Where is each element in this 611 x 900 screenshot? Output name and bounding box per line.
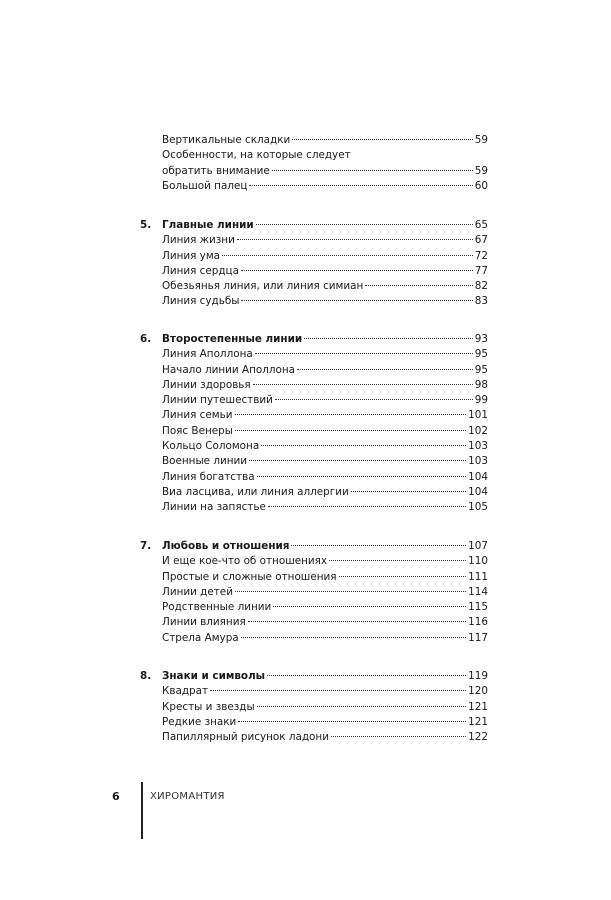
- dot-leader: [275, 399, 473, 400]
- entry-title: Начало линии Аполлона: [162, 363, 296, 376]
- dot-leader: [235, 414, 467, 415]
- entry-content: [162, 233, 488, 248]
- entry-title: Любовь и отношения: [162, 540, 290, 552]
- toc-entry: [140, 631, 488, 646]
- running-title: ХИРОМАНТИЯ: [150, 791, 225, 802]
- entry-title: Кольцо Соломона: [162, 440, 260, 453]
- chapter-number: 8.: [140, 670, 152, 682]
- toc-entry: [140, 233, 488, 248]
- dot-leader: [297, 369, 473, 370]
- dot-leader: [249, 185, 472, 186]
- entry-title: Линия семьи: [162, 409, 233, 422]
- toc-entry: [140, 133, 488, 148]
- entry-page: 93: [474, 333, 488, 345]
- chapter-number: 6.: [140, 333, 152, 345]
- entry-page: 95: [474, 363, 488, 376]
- entry-title: Линия богатства: [162, 470, 255, 483]
- dot-leader: [253, 384, 473, 385]
- entry-content: [162, 554, 488, 569]
- dot-leader: [255, 353, 473, 354]
- dot-leader: [331, 736, 466, 737]
- toc-entry: [140, 700, 488, 715]
- entry-title: Второстепенные линии: [162, 333, 303, 345]
- entry-content: [162, 218, 488, 233]
- entry-title: Линии путешествий: [162, 394, 273, 407]
- toc-entry: [140, 585, 488, 600]
- entry-title: Линия ума: [162, 249, 221, 262]
- entry-title: Линия судьбы: [162, 295, 240, 308]
- entry-content: [162, 585, 488, 600]
- dot-leader: [351, 491, 466, 492]
- entry-page: 121: [468, 700, 488, 713]
- entry-title: обратить внимание: [162, 164, 270, 177]
- entry-content: [162, 332, 488, 347]
- entry-page: 116: [468, 616, 488, 629]
- toc-entry: [140, 554, 488, 569]
- page-number: 6: [112, 790, 120, 803]
- entry-title: Квадрат: [162, 685, 209, 698]
- entry-page: 121: [468, 715, 488, 728]
- entry-page: 72: [474, 249, 488, 262]
- entry-content: [162, 363, 488, 378]
- dot-leader: [248, 621, 466, 622]
- entry-page: 122: [468, 731, 488, 744]
- entry-title: Главные линии: [162, 219, 254, 231]
- entry-content: [162, 393, 488, 408]
- entry-page: 114: [468, 585, 488, 598]
- toc-entry: [140, 148, 488, 163]
- entry-title: Простые и сложные отношения: [162, 570, 337, 583]
- toc-entry: [140, 730, 488, 745]
- entry-title: Вертикальные складки: [162, 134, 291, 146]
- entry-page: 95: [474, 348, 488, 361]
- entry-content: [162, 669, 488, 684]
- entry-content: [162, 264, 488, 279]
- dot-leader: [241, 270, 473, 271]
- entry-page: 98: [474, 378, 488, 391]
- toc-entry: [140, 615, 488, 630]
- dot-leader: [268, 506, 466, 507]
- dot-leader: [304, 338, 473, 339]
- entry-content: [162, 485, 488, 500]
- toc-entry: [140, 715, 488, 730]
- dot-leader: [273, 606, 466, 607]
- entry-content: [162, 700, 488, 715]
- entry-page: 102: [468, 424, 488, 437]
- entry-page: 101: [468, 409, 488, 422]
- footer-divider: [141, 782, 143, 839]
- toc-entry: [140, 378, 488, 393]
- entry-title: Линии детей: [162, 585, 233, 598]
- entry-content: [162, 730, 488, 745]
- entry-page: 110: [468, 555, 488, 568]
- entry-content: [162, 148, 488, 163]
- entry-page: 111: [468, 570, 488, 583]
- entry-title: Линии здоровья: [162, 378, 251, 391]
- dot-leader: [257, 476, 467, 477]
- entry-page: 120: [468, 685, 488, 698]
- chapter-number: 5.: [140, 219, 152, 231]
- entry-page: 107: [468, 540, 488, 552]
- entry-page: 60: [474, 179, 488, 192]
- entry-content: [162, 424, 488, 439]
- entry-page: 103: [468, 455, 488, 468]
- entry-page: 119: [468, 670, 488, 682]
- toc-entry: [140, 164, 488, 179]
- entry-title: Обезьянья линия, или линия симиан: [162, 280, 364, 293]
- entry-title: Особенности, на которые следует: [162, 149, 351, 162]
- dot-leader: [267, 675, 466, 676]
- toc-entry: [140, 363, 488, 378]
- entry-title: Папиллярный рисунок ладони: [162, 731, 329, 744]
- entry-content: [162, 570, 488, 585]
- chapter-heading: [140, 539, 488, 554]
- toc-entry: [140, 294, 488, 309]
- toc-entry: [140, 264, 488, 279]
- entry-title: Линия жизни: [162, 234, 235, 247]
- toc-entry: [140, 570, 488, 585]
- entry-content: [162, 408, 488, 423]
- dot-leader: [210, 690, 466, 691]
- toc-section: [140, 669, 488, 745]
- chapter-number: 7.: [140, 540, 152, 552]
- toc-entry: [140, 424, 488, 439]
- dot-leader: [257, 706, 467, 707]
- entry-title: Линии влияния: [162, 616, 246, 629]
- entry-title: Редкие знаки: [162, 715, 237, 728]
- toc-entry: [140, 249, 488, 264]
- entry-title: Родственные линии: [162, 601, 272, 614]
- dot-leader: [235, 430, 466, 431]
- toc-entry: [140, 600, 488, 615]
- toc-entry: [140, 454, 488, 469]
- entry-title: Линии на запястье: [162, 501, 266, 514]
- entry-content: [162, 439, 488, 454]
- entry-content: [162, 249, 488, 264]
- toc-entry: [140, 408, 488, 423]
- entry-content: [162, 133, 488, 148]
- entry-title: Стрела Амура: [162, 631, 239, 644]
- entry-content: [162, 615, 488, 630]
- entry-page: 105: [468, 501, 488, 514]
- toc-section: [140, 133, 488, 194]
- dot-leader: [261, 445, 466, 446]
- toc-entry: [140, 279, 488, 294]
- entry-content: [162, 279, 488, 294]
- entry-page: 104: [468, 485, 488, 498]
- dot-leader: [241, 300, 472, 301]
- chapter-heading: [140, 669, 488, 684]
- entry-title: И еще кое-что об отношениях: [162, 555, 328, 568]
- dot-leader: [292, 139, 473, 140]
- dot-leader: [237, 239, 473, 240]
- chapter-heading: [140, 332, 488, 347]
- entry-content: [162, 600, 488, 615]
- dot-leader: [238, 721, 466, 722]
- entry-content: [162, 179, 488, 194]
- dot-leader: [241, 637, 466, 638]
- dot-leader: [365, 285, 472, 286]
- dot-leader: [235, 591, 466, 592]
- toc-entry: [140, 179, 488, 194]
- chapter-heading: [140, 218, 488, 233]
- entry-page: 82: [474, 280, 488, 293]
- dot-leader: [222, 255, 473, 256]
- dot-leader: [339, 576, 467, 577]
- entry-page: 59: [474, 134, 488, 146]
- dot-leader: [291, 545, 466, 546]
- toc-section: [140, 539, 488, 646]
- entry-title: Военные линии: [162, 455, 248, 468]
- toc-entry: [140, 393, 488, 408]
- entry-content: [162, 164, 488, 179]
- toc-entry: [140, 470, 488, 485]
- toc-section: [140, 218, 488, 310]
- entry-content: [162, 347, 488, 362]
- entry-content: [162, 500, 488, 515]
- toc-entry: [140, 500, 488, 515]
- dot-leader: [256, 224, 473, 225]
- toc-entry: [140, 485, 488, 500]
- entry-page: 103: [468, 440, 488, 453]
- entry-content: [162, 378, 488, 393]
- entry-page: 77: [474, 264, 488, 277]
- entry-page: 59: [474, 164, 488, 177]
- toc-entry: [140, 439, 488, 454]
- entry-page: 99: [474, 394, 488, 407]
- entry-page: 104: [468, 470, 488, 483]
- entry-page: 115: [468, 601, 488, 614]
- entry-content: [162, 294, 488, 309]
- entry-title: Линия Аполлона: [162, 348, 253, 361]
- entry-content: [162, 539, 488, 554]
- entry-title: Знаки и символы: [162, 670, 266, 682]
- entry-content: [162, 715, 488, 730]
- entry-title: Пояс Венеры: [162, 424, 233, 437]
- entry-page: 65: [474, 219, 488, 231]
- entry-page: 83: [474, 295, 488, 308]
- entry-content: [162, 470, 488, 485]
- dot-leader: [249, 460, 466, 461]
- toc-entry: [140, 684, 488, 699]
- toc-section: [140, 332, 488, 516]
- entry-content: [162, 454, 488, 469]
- entry-page: 117: [468, 631, 488, 644]
- entry-title: Линия сердца: [162, 264, 239, 277]
- entry-content: [162, 684, 488, 699]
- entry-title: Большой палец: [162, 179, 248, 192]
- dot-leader: [329, 560, 466, 561]
- dot-leader: [272, 170, 473, 171]
- entry-content: [162, 631, 488, 646]
- entry-title: Виа ласцива, или линия аллергии: [162, 485, 349, 498]
- toc-entry: [140, 347, 488, 362]
- entry-title: Кресты и звезды: [162, 700, 255, 713]
- entry-page: 67: [474, 234, 488, 247]
